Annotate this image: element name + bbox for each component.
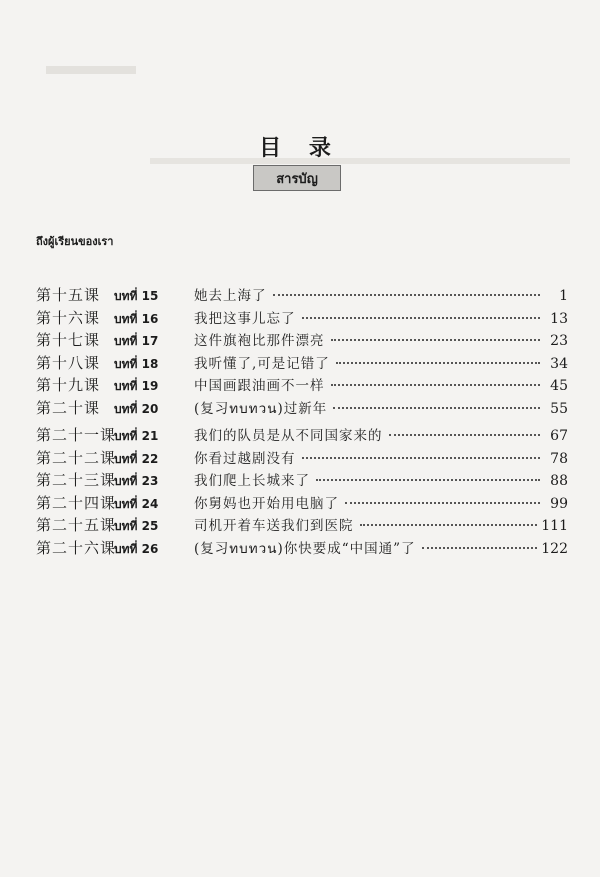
dot-leader (302, 317, 541, 319)
page-number: 67 (550, 428, 568, 444)
lesson-title: 你舅妈也开始用电脑了 (194, 495, 339, 512)
page-number: 122 (541, 540, 568, 557)
page-number: 88 (550, 473, 568, 489)
page-number: 99 (550, 495, 568, 512)
lesson-number-cn: 第二十课 (36, 398, 101, 417)
dot-leader (273, 294, 541, 296)
page-number: 13 (550, 310, 568, 327)
lesson-number-cn: 第二十三课 (36, 471, 117, 489)
toc-row[interactable] (36, 514, 568, 537)
toc-row[interactable] (36, 374, 568, 397)
toc-row[interactable] (36, 352, 568, 375)
lesson-title: (复习ทบทวน)你快要成“中国通”了 (194, 540, 416, 557)
intro-heading: ถึงผู้เรียนของเรา (36, 235, 114, 248)
dot-leader (345, 502, 540, 504)
page-number: 111 (541, 518, 568, 534)
lesson-number-cn: 第十五课 (36, 286, 101, 304)
dot-leader (389, 434, 541, 436)
lesson-title: 她去上海了 (194, 288, 267, 304)
toc-row[interactable] (36, 537, 568, 560)
page-number: 45 (550, 378, 568, 394)
lesson-title: 中国画跟油画不一样 (194, 378, 325, 394)
lesson-number-th: บทที่ 19 (114, 379, 159, 393)
dot-leader (360, 524, 538, 526)
lesson-number-th: บทที่ 23 (114, 474, 159, 488)
page-number: 34 (550, 355, 568, 372)
lesson-number-th: บทที่ 24 (114, 496, 159, 511)
page-title: 目 录 (259, 135, 341, 161)
toc-row[interactable] (36, 469, 568, 492)
lesson-title: 我们的队员是从不同国家来的 (194, 428, 383, 444)
lesson-number-th: บทที่ 21 (114, 429, 159, 443)
page-number: 1 (559, 288, 568, 304)
lesson-number-cn: 第十八课 (36, 353, 101, 372)
lesson-number-th: บทที่ 22 (114, 451, 159, 466)
lesson-number-cn: 第二十二课 (36, 448, 117, 467)
lesson-title: 我把这事儿忘了 (194, 310, 296, 327)
lesson-number-th: บทที่ 20 (114, 401, 159, 416)
dot-leader (333, 407, 540, 409)
toc-row[interactable] (36, 397, 568, 420)
lesson-number-cn: 第十九课 (36, 376, 101, 394)
lesson-title: (复习ทบทวน)过新年 (194, 400, 328, 417)
toc-row[interactable] (36, 329, 568, 352)
lesson-number-cn: 第十六课 (36, 308, 101, 327)
lesson-number-cn: 第二十五课 (36, 516, 117, 534)
lesson-number-cn: 第二十六课 (36, 538, 117, 557)
lesson-number-th: บทที่ 18 (114, 356, 159, 371)
lesson-title: 我们爬上长城来了 (194, 473, 310, 489)
toc-list (36, 284, 568, 559)
lesson-number-th: บทที่ 26 (114, 541, 159, 556)
lesson-title: 这件旗袍比那件漂亮 (194, 333, 325, 349)
dot-leader (331, 339, 541, 341)
lesson-number-cn: 第二十一课 (36, 426, 117, 444)
toc-row[interactable] (36, 492, 568, 515)
lesson-number-cn: 第二十四课 (36, 493, 117, 512)
page-number: 78 (550, 450, 568, 467)
toc-row[interactable] (36, 307, 568, 330)
dot-leader (422, 547, 538, 549)
lesson-number-th: บทที่ 16 (114, 311, 159, 326)
lesson-title: 我听懂了,可是记错了 (194, 355, 330, 372)
dot-leader (302, 457, 541, 459)
page-number: 55 (550, 400, 568, 417)
lesson-number-cn: 第十七课 (36, 331, 101, 349)
toc-row[interactable] (36, 284, 568, 307)
bleed-through-decoration (46, 66, 136, 84)
lesson-number-th: บทที่ 17 (114, 334, 159, 348)
page-subtitle (253, 165, 341, 191)
lesson-number-th: บทที่ 25 (114, 519, 159, 533)
toc-row[interactable] (36, 447, 568, 470)
lesson-title: 司机开着车送我们到医院 (194, 518, 354, 534)
toc-row[interactable] (36, 424, 568, 447)
lesson-title: 你看过越剧没有 (194, 450, 296, 467)
dot-leader (316, 479, 540, 481)
page-number: 23 (550, 333, 568, 349)
dot-leader (336, 362, 540, 364)
page-subtitle-text: สารบัญ (276, 171, 318, 187)
dot-leader (331, 384, 541, 386)
lesson-number-th: บทที่ 15 (114, 289, 159, 303)
